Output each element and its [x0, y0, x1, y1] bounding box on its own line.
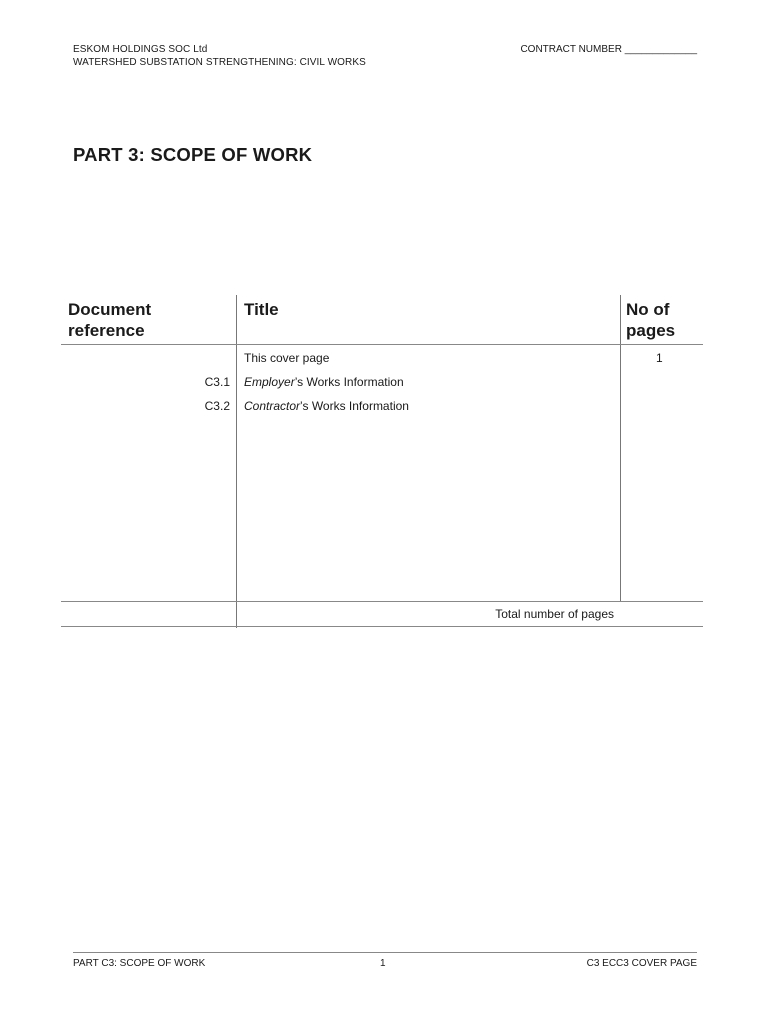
header-no-of-pages-line1: No of	[626, 300, 670, 319]
header-title: Title	[244, 300, 279, 319]
row-3-ref: C3.2	[204, 399, 230, 413]
contract-number: CONTRACT NUMBER _____________	[520, 44, 697, 55]
company-name: ESKOM HOLDINGS SOC Ltd	[73, 44, 208, 55]
header-document-reference	[68, 299, 151, 341]
total-top-rule	[61, 601, 703, 602]
scope-of-work-table	[61, 295, 703, 628]
row-2-ref: C3.1	[204, 375, 230, 389]
row-2-title-emphasis: Employer	[244, 375, 295, 389]
row-3-title	[244, 399, 409, 413]
total-pages-label: Total number of pages	[495, 607, 614, 621]
header-no-of-pages	[626, 299, 675, 341]
row-3-title-emphasis: Contractor	[244, 399, 301, 413]
footer-left: PART C3: SCOPE OF WORK	[73, 958, 206, 969]
row-2-title	[244, 375, 404, 389]
row-2-title-rest: ’s Works Information	[294, 375, 404, 389]
footer-page-number: 1	[380, 958, 386, 969]
document-header-left	[73, 43, 366, 69]
project-name: WATERSHED SUBSTATION STRENGTHENING: CIVIL WORKS	[73, 57, 366, 68]
page-title: PART 3: SCOPE OF WORK	[73, 144, 313, 165]
header-no-of-pages-line2: pages	[626, 321, 676, 340]
footer-rule	[73, 952, 697, 953]
row-3-title-rest: ’s Works Information	[300, 399, 409, 413]
header-document-reference-line1: Document	[68, 300, 152, 319]
footer-right: C3 ECC3 COVER PAGE	[586, 958, 697, 969]
header-rule	[61, 344, 703, 345]
row-1-pages: 1	[656, 351, 663, 365]
row-1-title: This cover page	[244, 351, 330, 365]
column-divider-2	[620, 295, 621, 602]
total-bottom-rule	[61, 626, 703, 627]
header-document-reference-line2: reference	[68, 321, 145, 340]
